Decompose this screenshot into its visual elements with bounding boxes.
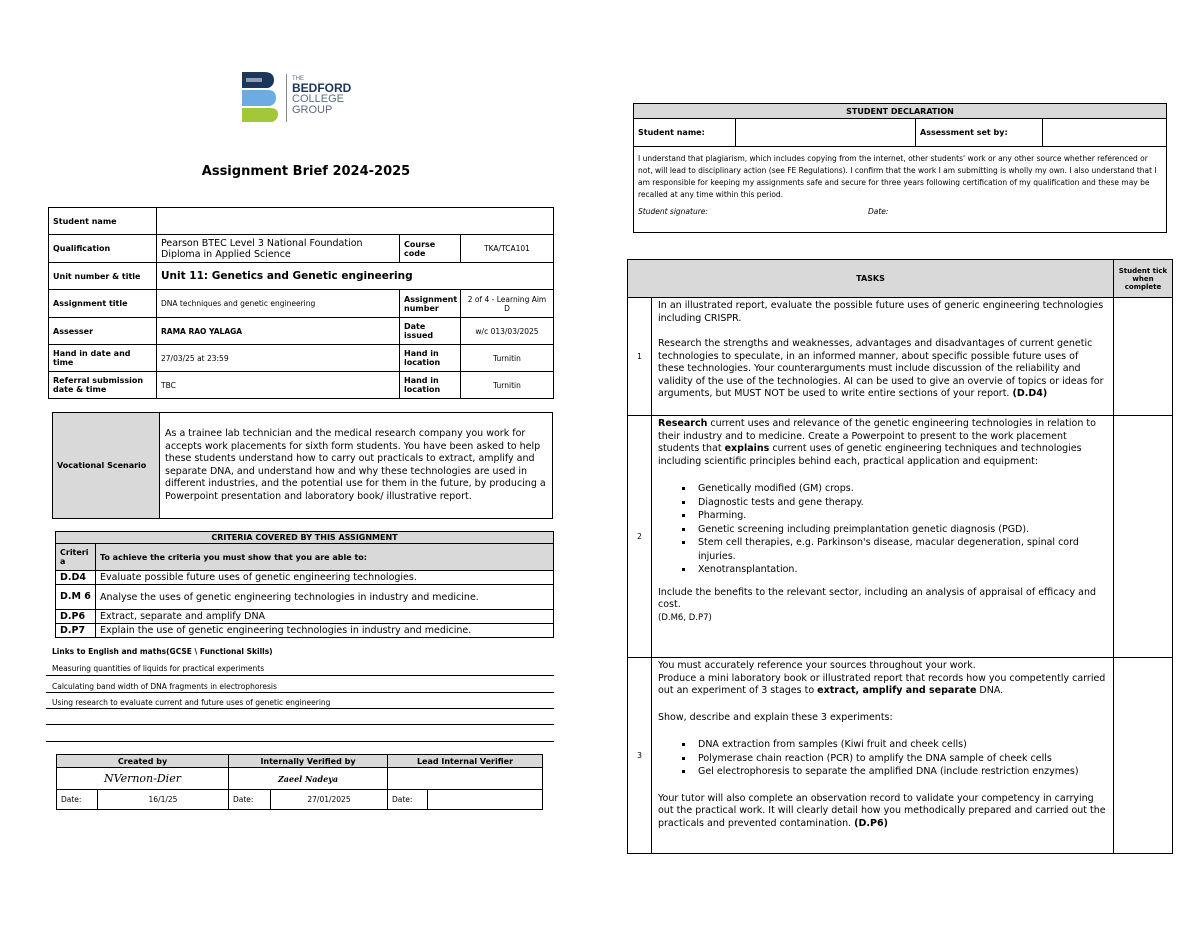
task-2-bullet: ▪ Genetically modified (GM) crops.	[694, 482, 1107, 496]
referral-label: Referral submission date & time	[49, 372, 157, 399]
lead-signature	[388, 768, 543, 790]
task-3-intro-c: DNA.	[976, 685, 1004, 696]
logo-text-college: COLLEGE	[292, 93, 344, 105]
referral-location-value: Turnitin	[461, 372, 554, 399]
created-signature: NVernon-Dier	[57, 768, 229, 790]
links-title: Links to English and maths(GCSE \ Functional Skills)	[52, 647, 273, 656]
verified-by-label: Internally Verified by	[229, 755, 388, 768]
links-item: Using research to evaluate current and future uses of genetic engineering	[52, 698, 331, 707]
divider	[46, 675, 554, 676]
task-2-criteria: (D.M6, D.P7)	[658, 612, 712, 623]
criteria-description: Extract, separate and amplify DNA	[96, 610, 554, 624]
course-code-value: TKA/TCA101	[461, 235, 554, 263]
student-name-value[interactable]	[157, 208, 554, 235]
declaration-student-name-label: Student name:	[634, 119, 736, 147]
divider	[46, 724, 554, 725]
criteria-code: D.D4	[56, 571, 96, 585]
student-signature-label: Student signature:	[638, 207, 708, 216]
assignment-title-value: DNA techniques and genetic engineering	[157, 290, 400, 318]
verified-date: 27/01/2025	[271, 790, 388, 810]
assignment-number-value: 2 of 4 - Learning Aim D	[461, 290, 554, 318]
task-3-bullet: ▪ Polymerase chain reaction (PCR) to amplify the DNA sample of cheek cells	[694, 752, 1107, 766]
signoff-table	[56, 754, 543, 810]
scenario-label: Vocational Scenario	[53, 413, 160, 519]
task-2-intro-b: current uses of genetic engineering techniques and technologies including scientific principles behind each, practical application and equipment:	[658, 443, 1082, 467]
declaration-text: I understand that plagiarism, which includes copying from the internet, other students' work or any other source whether referenced or not, will lead to disciplinary action (see FE Regulations). I confirm that the work I am submitting is wholly my own. I also understand that I am responsible for keeping my assignments safe and secure for three years following certification of my qualification and these may be recalled at any time within this period.	[638, 154, 1157, 199]
assessor-label: Assesser	[49, 318, 157, 345]
verified-signature: Zaeel Nadeya	[229, 768, 388, 790]
lead-date	[428, 790, 543, 810]
lead-verifier-label: Lead Internal Verifier	[388, 755, 543, 768]
divider	[46, 741, 554, 742]
college-logo	[238, 68, 368, 126]
course-code-label: Course code	[400, 235, 461, 263]
logo-text-the: THE	[292, 76, 304, 82]
assignment-details-table	[48, 207, 553, 399]
links-item: Measuring quantities of liquids for practical experiments	[52, 664, 265, 673]
task-2-benefits: Include the benefits to the relevant sector, including an analysis of appraisal of efficacy and cost.	[658, 586, 1097, 610]
task-1-intro: In an illustrated report, evaluate the possible future uses of generic engineering technologies including CRISPR.	[658, 300, 1104, 324]
task-2-intro-a: current uses and relevance of the genetic engineering technologies in relation to their industry and to medicine. Create a Powerpoint to present to the work placement students that	[658, 418, 1096, 454]
task-3-bullet: ▪ DNA extraction from samples (Kiwi fruit and cheek cells)	[694, 738, 1107, 752]
date-label: Date:	[229, 790, 271, 810]
divider	[46, 692, 554, 693]
task-2-bullet: ▪ Stem cell therapies, e.g. Parkinson's disease, macular degeneration, spinal cord injuries.	[694, 536, 1107, 563]
task-3-tick-box[interactable]	[1114, 658, 1173, 854]
task-3-show: Show, describe and explain these 3 experiments:	[658, 711, 893, 723]
hand-in-label: Hand in date and time	[49, 345, 157, 372]
criteria-code: D.P7	[56, 624, 96, 638]
task-2-tick-box[interactable]	[1114, 416, 1173, 658]
date-label: Date:	[388, 790, 428, 810]
declaration-header: STUDENT DECLARATION	[634, 104, 1167, 119]
task-3-criteria: (D.P6)	[854, 817, 888, 829]
task-2-bullet: ▪ Diagnostic tests and gene therapy.	[694, 496, 1107, 510]
criteria-code: D.P6	[56, 610, 96, 624]
criteria-description: Explain the use of genetic engineering technologies in industry and medicine.	[96, 624, 554, 638]
scenario-text: As a trainee lab technician and the medical research company you work for accepts work placements for sixth form students. You have been asked to help these students understand how to carry out practicals to extract, amplify and separate DNA, and understand how and why these technologies are used in different industries, and the potential use for them in the future, by producing a Powerpoint presentation and laboratory book/ illustrative report.	[160, 413, 553, 519]
hand-in-value: 27/03/25 at 23:59	[157, 345, 400, 372]
task-number: 1	[628, 298, 652, 416]
criteria-col-description: To achieve the criteria you must show that you are able to:	[96, 544, 554, 571]
qualification-label: Qualification	[49, 235, 157, 263]
date-label: Date:	[57, 790, 98, 810]
declaration-student-name-input[interactable]	[736, 119, 916, 147]
criteria-header: CRITERIA COVERED BY THIS ASSIGNMENT	[56, 532, 554, 544]
tasks-header: TASKS	[628, 260, 1114, 298]
date-issued-value: w/c 013/03/2025	[461, 318, 554, 345]
criteria-description: Analyse the uses of genetic engineering technologies in industry and medicine.	[96, 585, 554, 610]
unit-label: Unit number & title	[49, 263, 157, 290]
qualification-value: Pearson BTEC Level 3 National Foundation Diploma in Applied Science	[157, 235, 400, 263]
links-item: Calculating band width of DNA fragments in electrophoresis	[52, 682, 277, 691]
task-2-bullet: ▪ Genetic screening including preimplantation genetic diagnosis (PGD).	[694, 523, 1107, 537]
referral-value: TBC	[157, 372, 400, 399]
declaration-date-label: Date:	[868, 207, 889, 216]
assignment-title-label: Assignment title	[49, 290, 157, 318]
created-by-label: Created by	[57, 755, 229, 768]
task-1-criteria: (D.D4)	[1012, 388, 1048, 399]
criteria-code: D.M 6	[56, 585, 96, 610]
vocational-scenario-table	[52, 412, 553, 519]
criteria-description: Evaluate possible future uses of genetic engineering technologies.	[96, 571, 554, 585]
task-2-bullet: ▪ Xenotransplantation.	[694, 563, 1107, 577]
hand-in-location-value: Turnitin	[461, 345, 554, 372]
logo-text-bedford: BEDFORD	[292, 81, 352, 95]
task-3-intro-a: Produce a mini laboratory book or illustrated report that records how you competently carried out an experiment of 3 stages to	[658, 672, 1106, 696]
task-3-extract: extract, amplify and separate	[817, 685, 977, 696]
task-1-tick-box[interactable]	[1114, 298, 1173, 416]
criteria-table	[55, 531, 554, 638]
task-number: 2	[628, 416, 652, 658]
logo-text-group: GROUP	[292, 104, 333, 116]
student-tick-header: Student tick when complete	[1114, 260, 1173, 298]
page-title: Assignment Brief 2024-2025	[201, 164, 411, 179]
criteria-col-code: Criteri a	[56, 544, 96, 571]
task-number: 3	[628, 658, 652, 854]
created-date: 16/1/25	[98, 790, 229, 810]
assessment-set-by-label: Assessment set by:	[916, 119, 1043, 147]
task-3-bullet: ▪ Gel electrophoresis to separate the amplified DNA (include restriction enzymes)	[694, 765, 1107, 779]
task-1-body: Research the strengths and weaknesses, advantages and disadvantages of current genetic technologies to speculate, in an informed manner, about specific possible future uses of these technologies. Your counterarguments must include discussion of the reliability and validity of the use of the technologies. AI can be used to give an overvie of topics or ideas for arguments, but MUST NOT be used to write entire sections of your report.	[658, 338, 1104, 399]
assessor-value: RAMA RAO YALAGA	[157, 318, 400, 345]
referral-location-label: Hand in location	[400, 372, 461, 399]
tasks-table	[627, 259, 1173, 854]
task-2-research: Research	[658, 418, 708, 429]
date-issued-label: Date issued	[400, 318, 461, 345]
assignment-number-label: Assignment number	[400, 290, 461, 318]
task-3-reference: You must accurately reference your sources throughout your work.	[658, 660, 976, 671]
student-name-label: Student name	[49, 208, 157, 235]
divider	[46, 708, 554, 709]
task-2-explains: explains	[724, 443, 770, 454]
hand-in-location-label: Hand in location	[400, 345, 461, 372]
task-3-observation: Your tutor will also complete an observation record to validate your competency in carrying out the practical work. It will clearly detail how you methodically prepared and carried out the practicals and prevented contamination.	[658, 792, 1106, 829]
unit-value: Unit 11: Genetics and Genetic engineering	[157, 263, 554, 290]
logo-mark-icon	[238, 68, 282, 124]
task-2-bullet: ▪ Pharming.	[694, 509, 1107, 523]
student-declaration	[633, 103, 1167, 233]
assessment-set-by-input[interactable]	[1043, 119, 1167, 147]
